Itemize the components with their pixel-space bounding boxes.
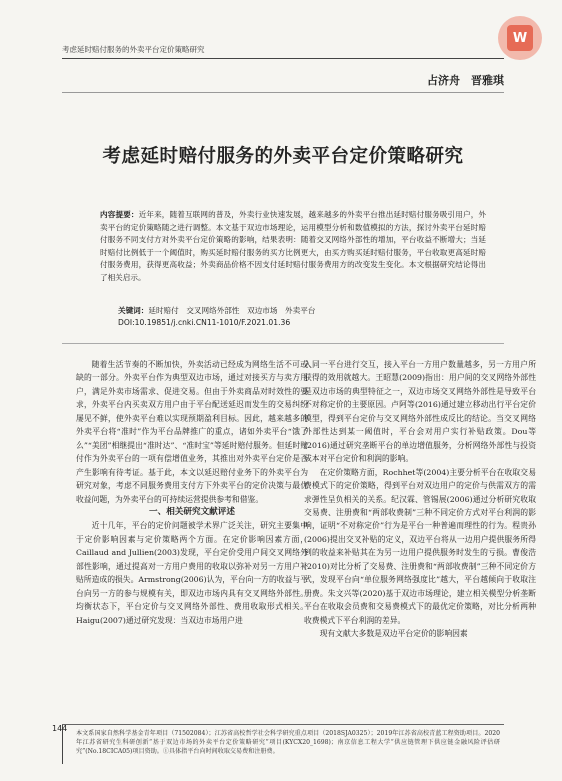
badge-letter: W <box>512 30 528 46</box>
document-app-icon <box>507 25 533 51</box>
header-rule <box>62 58 504 59</box>
abstract-label: 内容提要： <box>100 210 139 219</box>
keywords-label: 关键词： <box>118 306 149 315</box>
left-column <box>76 358 308 627</box>
intro-paragraph: 随着生活节奏的不断加快，外卖活动已经成为网络生活不可或缺的一部分。外卖平台作为典型双边市场，通过对接买方与卖方用户，满足外卖市场需求、促进交易。但由于外卖商品对时效性的要求，外卖平台内买卖双方用户由于平台配送延迟而发生的交易纠纷屡见不鲜，使外卖平台难以实现预期盈利目标。因此，越来越多的外卖平台将“准时”作为平台品牌推广的重点，诸如外卖平台“饿了么”“美团”相继提出“准时达”、“准时宝”等延时赔付服务。但延时赔付作为外卖平台的一项有偿增值业务，其推出对外卖平台定价是否产生影响有待考证。基于此，本文以延迟赔付业务下的外卖平台为研究对象，考虑不同服务费用支付方下外卖平台的定价决策与最优收益问题，为外卖平台的可持续运营提供参考和借鉴。 <box>76 360 308 504</box>
right-column <box>304 358 536 641</box>
literature-paragraph: 近十几年，平台的定价问题被学术界广泛关注，研究主要集中于定价影响因素与定价策略两个方面。在定价影响因素方面，Caillaud and Jullien(2003)发现，平台定价受用户间交叉网络外部性影响，通过提高对一方用户费用的收取以弥补对另一方用户补贴所造成的损失。Armstrong(2006)认为，平台向一方的收益与平台向另一方的参与规模有关，即双边市场内具有交叉网络外部性。均衡状态下，平台定价与交叉网络外部性、费用收取形式相关。Haigu(2007)通过研究发现：当双边市场用户进 <box>76 521 308 625</box>
title-rule <box>62 92 504 93</box>
pricing-strategy-paragraph: 在定价策略方面，Rochhet等(2004)主要分析平台在收取交易费模式下的定价策略，得到平台对双边用户的定价与供需双方的需求弹性呈负相关的关系。纪汉霖、管锡展(2006)通过分析研究收取交易费、注册费和“两部收费制”三种不同定价方式对平台利润的影响，证明“不对称定价”行为是平台一种普遍而理性的行为。程贵孙(2006)提出交叉补贴的定义，双边平台将从一边用户提供服务所得到的收益来补贴其在为另一边用户提供服务时发生的亏损。曹俊浩(2010)对比分析了交易费、注册费和“两部收费制”三种不同定价方式，发现平台向“单位服务网络强度比”越大，平台越倾向于收取注册费。朱文兴等(2020)基于双边市场理论，建立相关模型分析垄断平台在收取会员费和交易费模式下的最优定价策略，对比分析两种收费模式下平台利润的差异。 <box>304 467 536 625</box>
continued-paragraph: 入同一平台进行交互，接入平台一方用户数量越多，另一方用户所获得的效用就越大。王昭慧(2009)指出：用户间的交叉网络外部性是双边市场的典型特征之一，双边市场交叉网络外部性是导致平台不对称定价的主要原因。卢阿等(2016)通过建立移动出行平台定价模型，得到平台定价与交叉网络外部性成反比的结论。当交叉网络外部性达到某一阈值时，平台会对用户实行补贴政策。Dou等(2016)通过研究垄断平台的单边增值服务，分析网络外部性与投资成本对平台定价和利润的影响。 <box>304 360 536 464</box>
article-title: 考虑延时赔付服务的外卖平台定价策略研究 <box>102 146 464 167</box>
summary-paragraph: 现有文献大多数是双边平台定价的影响因素 <box>319 629 468 639</box>
keywords-text: 延时赔付 交叉网络外部性 双边市场 外卖平台 <box>148 306 316 315</box>
floating-app-badge[interactable] <box>498 16 542 60</box>
funding-footnote: 本文系国家自然科学基金青年项目（71502084）；江苏省高校哲学社会科学研究重点项目（2018SJA0325）；2019年江苏省高校青蓝工程资助项目。2020年江苏省研究生科研创新“基于双边市场的外卖平台定价策略研究”项目(KYCX20_1698)；南京信息工程大学“供应链管理下供应链金融风险评估研究”(No.18CICA05)项目资助。①具体指平台向时间收取交易费和注册费。 <box>76 730 500 755</box>
page-number: 144 <box>52 724 68 733</box>
abstract-rule <box>62 343 504 344</box>
running-head: 考虑延时赔付服务的外卖平台定价策略研究 <box>62 45 205 54</box>
abstract-text: 近年来，随着互联网的普及，外卖行业快速发展，越来越多的外卖平台推出延时赔付服务吸引用户，外卖平台的定价策略随之进行调整。本文基于双边市场理论，运用模型分析和数值模拟的方法，探讨外卖平台延时赔付服务不同支付方对外卖平台定价策略的影响，结果表明：随着交叉网络外部性的增加，平台收益不断增大；当延时赔付比例低于一个阈值时，购买延时赔付服务的买方比例更大，由买方购买延时赔付服务，平台收取更高延时赔付服务费用，获得更高收益；外卖商品价格不因支付延时赔付服务费用方的改变发生变化。本文根据研究结论得出了相关启示。 <box>100 210 487 282</box>
keywords-line <box>118 305 315 316</box>
author-names: 占济舟 晋雅琪 <box>427 74 504 87</box>
abstract-block <box>100 209 486 285</box>
section-heading: 一、相关研究文献评述 <box>149 506 235 517</box>
doi-line: DOI:10.19851/j.cnki.CN11-1010/F.2021.01.36 <box>118 318 291 327</box>
footnote-rule <box>62 724 504 725</box>
